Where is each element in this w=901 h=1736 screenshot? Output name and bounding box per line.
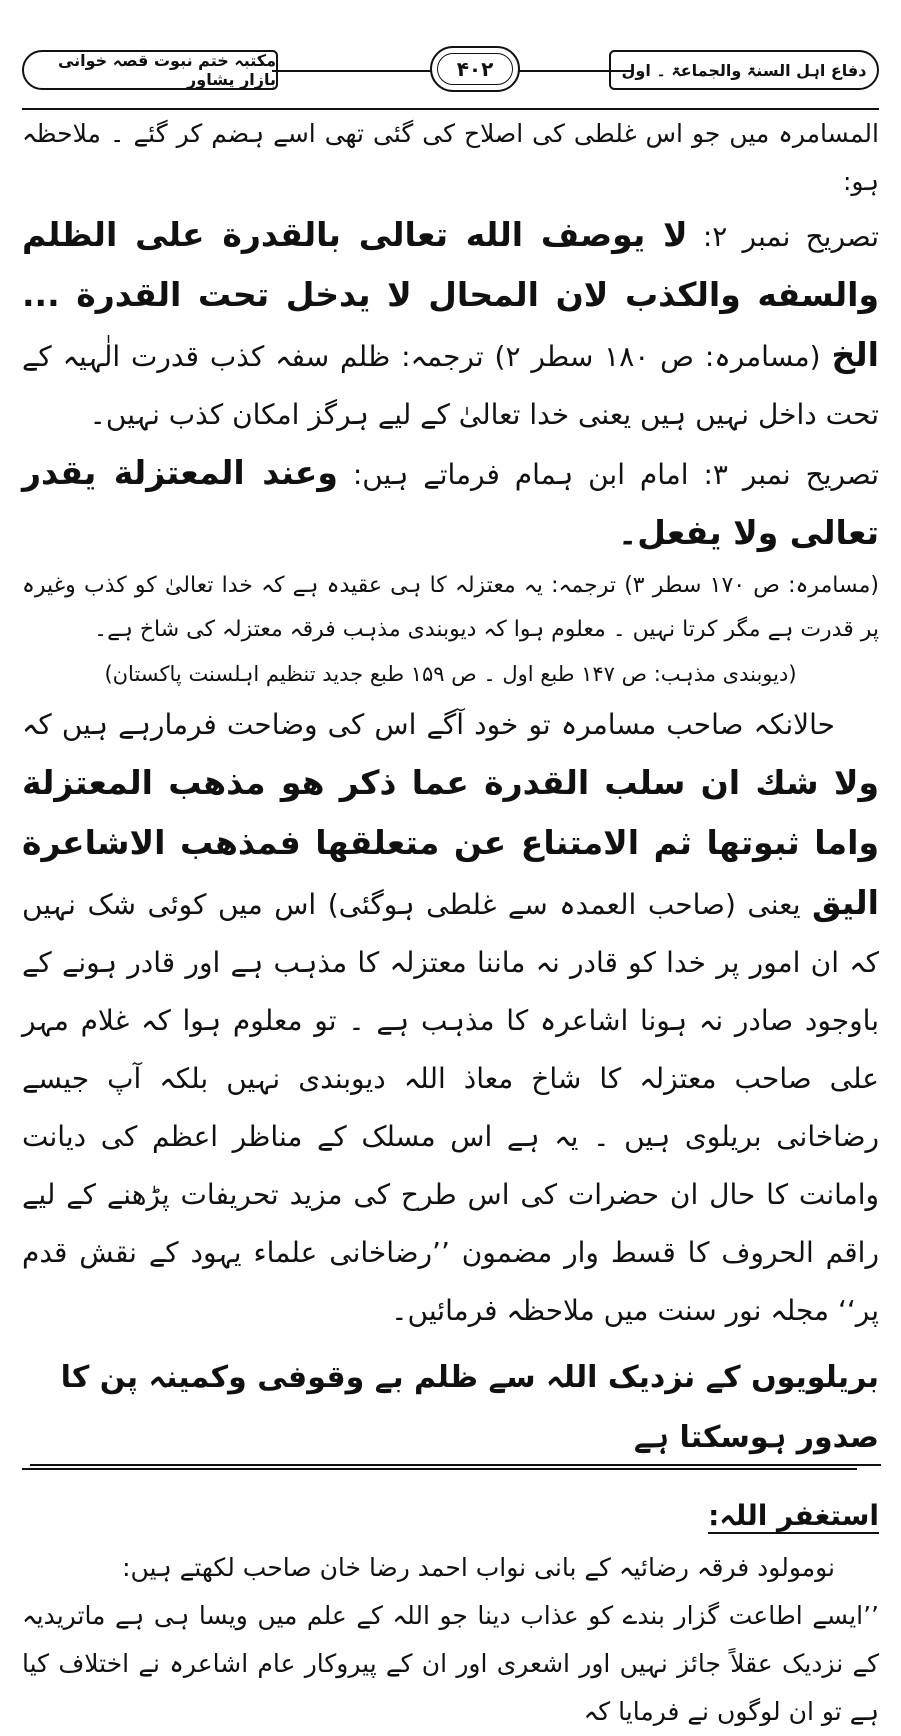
- paragraph-rebuttal: [22, 696, 879, 1340]
- clarification-2-urdu: (مسامرہ: ص ۱۸۰ سطر ۲) ترجمہ: ظلم سفہ کذب قدرت الٰہیہ کے تحت داخل نہیں ہیں یعنی خدا تعالیٰ کے لیے ہرگز امکان کذب نہیں۔: [22, 340, 879, 431]
- rebuttal-lead: حالانکہ صاحب مسامرہ تو خود آگے اس کی وضاحت فرمارہے ہیں کہ: [22, 708, 835, 741]
- page-content: [22, 110, 879, 1736]
- subheading-text: استغفر اللہ:: [708, 1499, 879, 1532]
- clarification-2-arabic: لا یوصف الله تعالی بالقدرة علی الظلم والسفه والکذب لان المحال لا یدخل تحت القدرة ... الخ: [22, 215, 879, 374]
- rebuttal-arabic: ولا شك ان سلب القدرة عما ذکر هو مذهب المعتزلة واما ثبوتها ثم الامتناع عن متعلقها فمذهب الاشاعرة الیق: [22, 763, 879, 922]
- clarification-3-urdu: (مسامرہ: ص ۱۷۰ سطر ۳) ترجمہ: یہ معتزلہ کا ہی عقیدہ ہے کہ خدا تعالیٰ کو کذب وغیرہ پر قدرت ہے مگر کرتا نہیں ۔ معلوم ہوا کہ دیوبندی مذہب فرقہ معتزلہ کی شاخ ہے۔: [22, 573, 879, 642]
- clarification-2-label: تصریح نمبر ۲:: [702, 220, 879, 253]
- clarification-3-label: تصریح نمبر ۳:: [703, 458, 880, 491]
- paragraph-intro: المسامرہ میں جو اس غلطی کی اصلاح کی گئی تھی اسے ہضم کر گئے ۔ ملاحظہ ہو:: [22, 119, 879, 196]
- paragraph-clarification-3: [22, 444, 879, 564]
- section-heading-rule: [22, 1468, 857, 1470]
- page-number-badge: [430, 46, 520, 92]
- paragraph-clarification-2: [22, 206, 879, 444]
- page-header: [22, 38, 879, 110]
- header-line-left: [272, 70, 442, 72]
- reference-citation: (دیوبندی مذہب: ص ۱۴۷ طبع اول ۔ ص ۱۵۹ طبع جدید تنظیم اہلسنت پاکستان): [104, 662, 797, 686]
- rebuttal-urdu: یعنی (صاحب العمدہ سے غلطی ہوگئی) اس میں کوئی شک نہیں کہ ان امور پر خدا کو قادر نہ ماننا معتزلہ کا مذہب ہے اور قادر ہونے کے باوجود صادر نہ ہونا اشاعرہ کا مذہب ہے ۔ تو معلوم ہوا کہ غلام مہر علی صاحب معتزلہ کا شاخ معاذ اللہ دیوبندی نہیں بلکہ آپ جیسے رضاخانی بریلوی ہیں ۔ یہ ہے اس مسلک کے مناظر اعظم کی دیانت وامانت کا حال ان حضرات کی اس طرح کی مزید تحریفات پڑھنے کے لیے راقم الحروف کا قسط وار مضمون ’’رضاخانی علماء یہود کے نقش قدم پر‘‘ مجلہ نور سنت میں ملاحظہ فرمائیں۔: [22, 888, 879, 1327]
- section-heading: بریلویوں کے نزدیک اللہ سے ظلم بے وقوفی وکمینہ پن کا صدور ہوسکتا ہے: [60, 1360, 879, 1455]
- clarification-3-arabic: وعند المعتزلة یقدر تعالی ولا یفعل۔: [22, 453, 879, 552]
- header-publisher: مکتبہ ختم نبوت قصہ خوانی بازار پشاور: [22, 50, 278, 90]
- clarification-3-lead: امام ابن ہمام فرماتے ہیں:: [352, 458, 689, 491]
- paragraph-quote-intro: نومولود فرقہ رضائیہ کے بانی نواب احمد رضا خان صاحب لکھتے ہیں:: [122, 1553, 835, 1582]
- footer-rule: [30, 1464, 881, 1466]
- page-number: ۴۰۲: [456, 57, 494, 81]
- header-book-title: دفاع اہل السنۃ والجماعۃ ۔ اول: [609, 50, 879, 90]
- paragraph-quote: ’’ایسے اطاعت گزار بندے کو عذاب دینا جو اللہ کے علم میں ویسا ہی ہے ماتریدیہ کے نزدیک عقلاً جائز نہیں اور اشعری اور ان کے پیروکار عام اشاعرہ نے اختلاف کیا ہے تو ان لوگوں نے فرمایا کہ: [22, 1601, 879, 1726]
